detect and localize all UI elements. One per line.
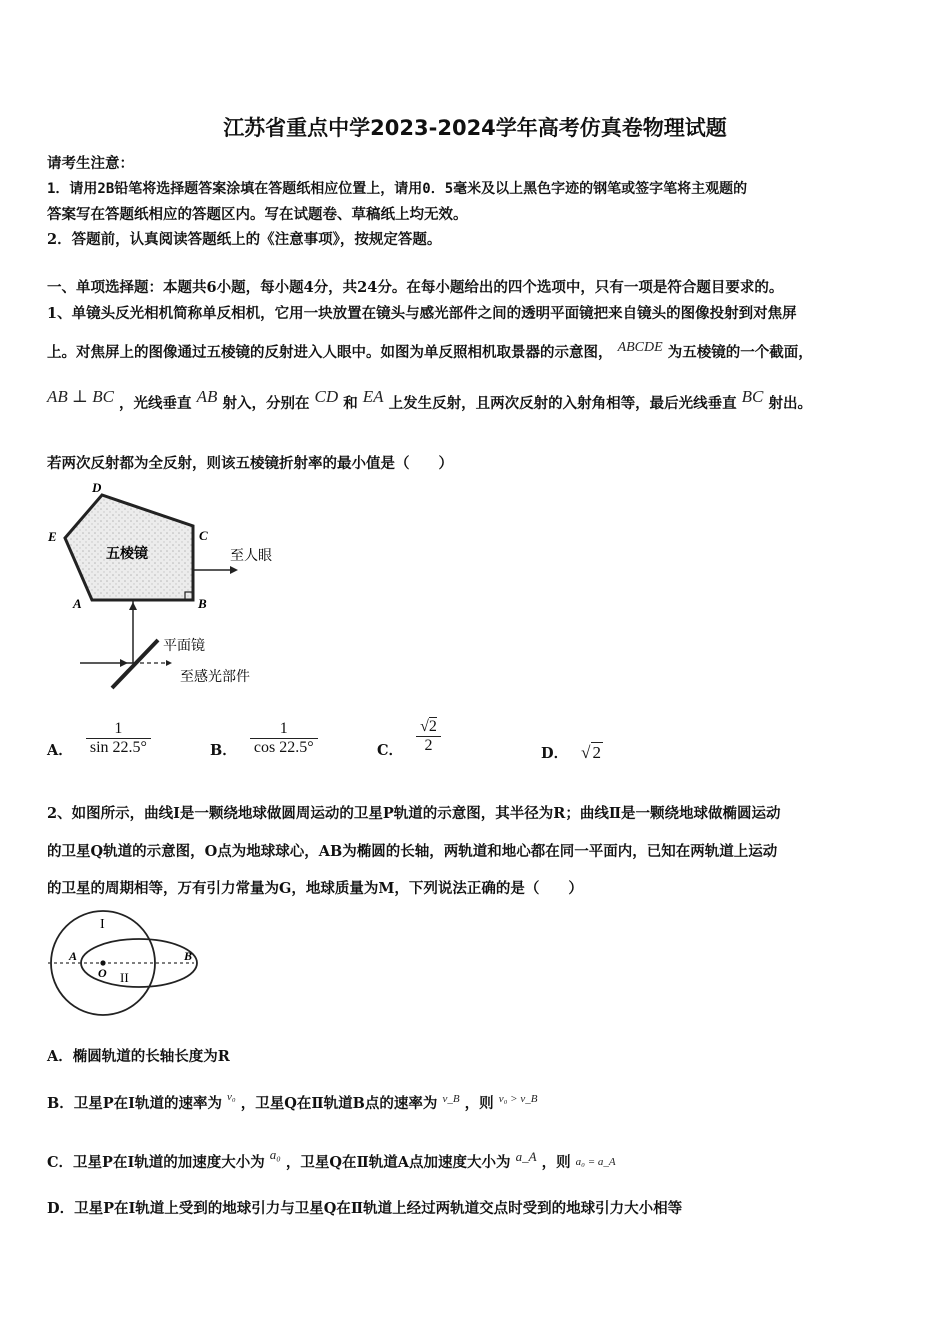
option-c-label: C． (377, 742, 404, 759)
q1-option-a[interactable] (47, 720, 151, 757)
math-v-compare: v₀ > v_B (498, 1093, 538, 1105)
math-a-compare: a₀ = a_A (575, 1156, 616, 1168)
plane-mirror (112, 640, 158, 688)
option-b-label: B． (210, 742, 237, 759)
label-plane-mirror: 平面镜 (163, 639, 205, 654)
label-orbit-i: I (100, 917, 105, 932)
math-ab-perp-bc: AB ⊥ BC (47, 387, 114, 406)
option-a-fraction (86, 720, 151, 757)
option-b-fraction (250, 720, 318, 757)
q1-line-4: 若两次反射都为全反射，则该五棱镜折射率的最小值是（ ） (47, 455, 453, 472)
math-a0: a₀ (269, 1147, 281, 1162)
q1-text-3d: 上发生反射，且两次反射的入射角相等，最后光线垂直 (388, 395, 737, 412)
label-to-eye: 至人眼 (230, 549, 272, 564)
q2-option-d[interactable]: D．卫星P在Ⅰ轨道上受到的地球引力与卫星Q在Ⅱ轨道上经过两轨道交点时受到的地球引力大小相等 (47, 1200, 683, 1217)
q2-line-2: 的卫星Q轨道的示意图，O点为地球球心，AB为椭圆的长轴，两轨道和地心都在同一平面内，已知在两轨道上运动 (47, 843, 778, 860)
q1-line-2-text: 上。对焦屏上的图像通过五棱镜的反射进入人眼中。如图为单反照相机取景器的示意图， (47, 344, 613, 361)
q1-text-3a: ，光线垂直 (119, 395, 192, 412)
label-c: C (199, 528, 208, 543)
dashed-arrow (166, 660, 172, 666)
up-arrow (129, 602, 137, 610)
label-pentaprism: 五棱镜 (106, 547, 148, 562)
page-title: 江苏省重点中学2023-2024学年高考仿真卷物理试题 (223, 116, 727, 140)
earth-center (100, 960, 105, 965)
option-c-fraction (416, 718, 441, 755)
q2-option-c-text-3: ，则 (541, 1154, 571, 1171)
q1-option-c[interactable] (377, 718, 441, 759)
incoming-arrow (120, 659, 128, 667)
math-ab: AB (196, 387, 218, 406)
label-to-sensor: 至感光部件 (180, 670, 250, 685)
math-v0: v₀ (227, 1091, 236, 1103)
option-d-value: √ 2 (581, 743, 602, 762)
option-a-label: A． (47, 742, 73, 759)
label-d: D (92, 480, 102, 495)
math-ea: EA (362, 387, 384, 406)
q1-line-2-text-b: 为五棱镜的一个截面， (667, 344, 813, 361)
label-point-a: A (69, 949, 78, 963)
math-vb: v_B (442, 1093, 460, 1105)
exit-arrow (230, 566, 238, 574)
label-e: E (48, 529, 57, 544)
q1-option-b[interactable] (210, 720, 318, 757)
option-a-denominator: sin 22.5° (86, 738, 151, 757)
math-abcde: ABCDE (617, 340, 663, 355)
option-b-denominator: cos 22.5° (250, 738, 318, 757)
q1-text-3c: 和 (343, 395, 358, 412)
section-heading: 一、单项选择题：本题共6小题，每小题4分，共24分。在每小题给出的四个选项中，只有一项是符合题目要求的。 (47, 279, 784, 296)
q2-option-b[interactable] (47, 1092, 537, 1113)
label-b: B (198, 596, 207, 611)
q1-line-3 (47, 387, 812, 413)
math-cd: CD (314, 387, 339, 406)
option-a-numerator: 1 (114, 720, 123, 737)
pentaprism-diagram (40, 478, 280, 693)
label-point-b: B (184, 949, 193, 963)
q1-line-1: 1、单镜头反光相机简称单反相机，它用一块放置在镜头与感光部件之间的透明平面镜把来自镜头的图像投射到对焦屏 (47, 305, 797, 322)
q1-line-2 (47, 341, 813, 362)
math-bc: BC (741, 387, 764, 406)
q2-option-b-text-2: ，卫星Q在Ⅱ轨道B点的速率为 (240, 1095, 438, 1112)
q2-line-1: 2、如图所示，曲线Ⅰ是一颗绕地球做圆周运动的卫星P轨道的示意图，其半径为R；曲线Ⅱ是一颗绕地球做椭圆运动 (47, 805, 781, 822)
q2-option-c-text-1: C．卫星P在Ⅰ轨道的加速度大小为 (47, 1154, 265, 1171)
q2-option-c[interactable] (47, 1147, 616, 1172)
option-c-denominator: 2 (416, 736, 441, 755)
math-aa: a_A (515, 1149, 537, 1164)
q2-option-a[interactable]: A．椭圆轨道的长轴长度为R (47, 1048, 230, 1065)
notice-line-2: 2．答题前，认真阅读答题纸上的《注意事项》，按规定答题。 (47, 231, 442, 248)
option-c-numerator: √2 (420, 718, 437, 735)
notice-line-1a: 1．请用2B铅笔将选择题答案涂填在答题纸相应位置上，请用0．5毫米及以上黑色字迹的钢笔或签字笔将主观题的 (47, 181, 748, 197)
q1-option-d[interactable] (541, 742, 603, 763)
option-d-label: D． (541, 745, 569, 762)
q2-option-c-text-2: ，卫星Q在Ⅱ轨道A点加速度大小为 (285, 1154, 511, 1171)
q2-line-3: 的卫星的周期相等，万有引力常量为G，地球质量为M，下列说法正确的是（ ） (47, 880, 583, 897)
label-point-o: O (98, 966, 107, 980)
notice-line-1b: 答案写在答题纸相应的答题区内。写在试题卷、草稿纸上均无效。 (47, 206, 468, 223)
orbit-diagram (44, 908, 204, 1020)
label-a: A (73, 596, 82, 611)
q1-text-3b: 射入，分别在 (222, 395, 310, 412)
label-orbit-ii: II (120, 970, 129, 985)
q2-option-b-text-1: B．卫星P在Ⅰ轨道的速率为 (47, 1095, 222, 1112)
q1-text-3e: 射出。 (768, 395, 812, 412)
option-b-numerator: 1 (279, 720, 288, 737)
q2-option-b-text-3: ，则 (464, 1095, 494, 1112)
notice-heading: 请考生注意： (47, 155, 134, 172)
